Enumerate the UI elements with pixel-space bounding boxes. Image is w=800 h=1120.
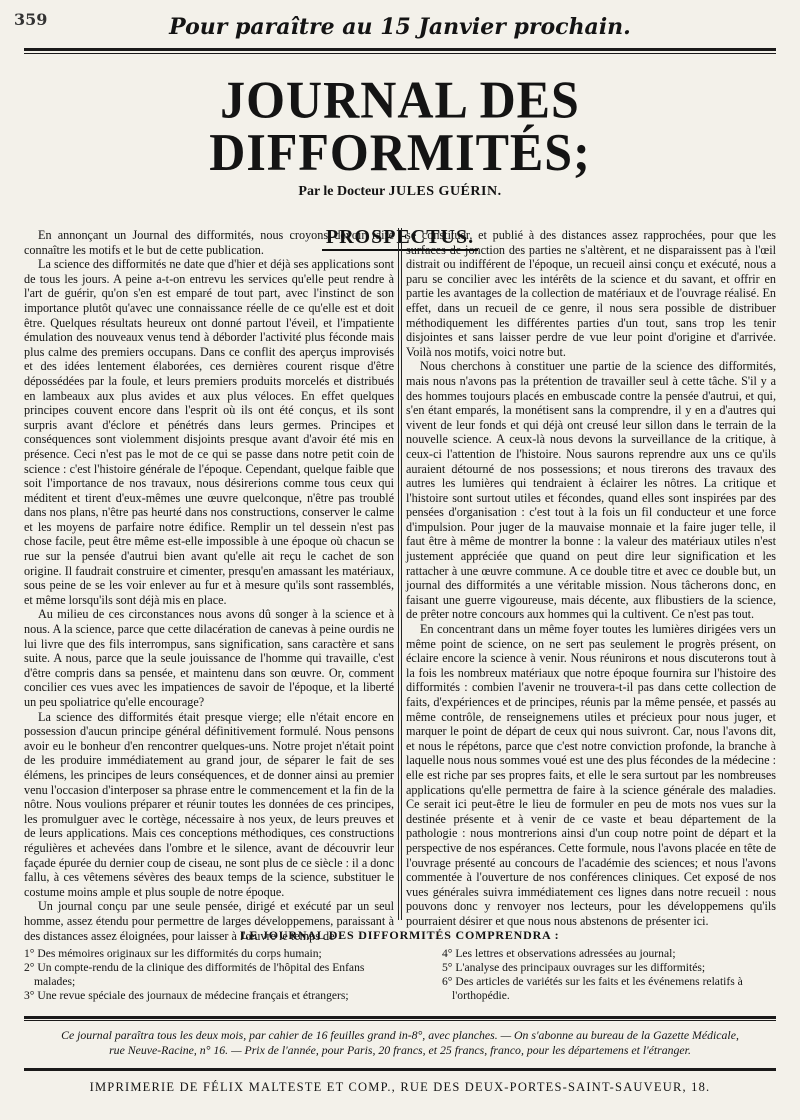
contents-title: LE JOURNAL DES DIFFORMITÉS COMPRENDRA : [240,928,560,942]
contents-item: 6° Des articles de variétés sur les faits et les événemens relatifs à l'orthopédie. [442,975,743,1002]
contents-rule-thin [24,1020,776,1021]
subscription-line-2: rue Neuve-Racine, n° 16. — Prix de l'année, pour Paris, 20 francs, et 25 francs, franco, pour les départemens et l'étranger. [109,1043,691,1057]
contents-item: 5° L'analyse des principaux ouvrages sur les difformités; [442,961,706,974]
right-column [406,228,776,928]
header-rule [24,48,776,51]
byline-prefix: Par le Docteur [298,184,385,199]
announcement-line: Pour paraître au 15 Janvier prochain. [169,14,631,40]
left-column [24,228,394,943]
page-number: 359 [14,10,48,29]
footer-rule [24,1068,776,1071]
contents-right [400,947,776,1003]
contents-box [24,928,776,1022]
contents-item: 4° Les lettres et observations adressées au journal; [442,947,676,960]
contents-left [24,947,400,1003]
paragraph: Un journal conçu par une seule pensée, dirigé et exécuté par un seul homme, assez étendu pour permettre de larges développemens, paraissant à des distances assez éloignées, pour laisser à l'œuvre le temps de [24,899,394,943]
paragraph: Au milieu de ces circonstances nous avons dû songer à la science et à nous. A la science, parce que cette dilacération de canevas à peine ourdis ne lui livre que des fils interrompus, sans signification, sans caractère et sans suite. A nous, parce que la seule jouissance de l'homme qui travaille, c'est d'être compris dans sa pensée, et maintenu dans son œuvre. Or, comment concilier ces vues avec les impatiences de savoir de l'époque, et la liberté un peu spoliatrice qu'elle encourage? [24,607,394,709]
header-rule-thin [24,53,776,54]
section-heading-text: PROSPECTUS. [322,226,478,251]
contents-item: 2° Un compte-rendu de la clinique des difformités de l'hôpital des Enfans malades; [24,961,365,988]
subscription-notice [24,1028,776,1058]
paragraph: La science des difformités était presque vierge; elle n'était encore en possession d'aucun principe général définitivement formulé. Nous pensons avoir eu le bonheur d'en rencontrer quelques-uns. Notre projet n'était point de les produire immédiatement au grand jour, de séparer le fait de ses élémens, les principes de leurs conséquences, et de donner ainsi au premier venu l'occasion d'interposer sa phrase entre le commencement et la fin de la nôtre. Nous voulions préparer et réunir toutes les données de ces principes, les promulguer avec le cortège, nécessaire à nos yeux, de leurs preuves et de leurs applications. Mais ces conceptions méthodiques, ces constructions régulières et achevées dans l'ombre et le silence, avant de découvrir leur façade épurée du dernier coup de ciseau, ne sont plus de ce siècle : il a donc fallu, à ces vêtemens sévères des beaux temps de la science, substituer le costume moins ample et plus souple de notre époque. [24,709,394,899]
paragraph: En annonçant un Journal des difformités, nous croyons devoir faire connaître les motifs et le but de cette publication. [24,228,394,257]
byline [24,184,776,200]
paragraph: En concentrant dans un même foyer toutes les lumières dirigées vers un même point de science, on ne sert pas seulement le progrès présent, on éclaire encore la science à venir. Nous réunirons et nous discuterons tout à la fois les nombreux matériaux que notre époque fournira sur l'histoire des difformités : combien l'avenir ne trouvera-t-il pas dans cette collection de faits, d'expériences et de principes, réunis par la même pensée, et passés au même contrôle, de renseignemens utiles et précieux pour nous juger, et marquer le point de départ de ceux qui nous suivront. Car, nous l'avons dit, et nous le répétons, parce que c'est notre conviction profonde, la branche à laquelle nous nous sommes voué est une des plus fécondes de la médecine : elle est riche par ses propres faits, et elle le sera surtout par les nombreuses applications qu'elle permettra de faire à la science générale des maladies. Ce serait ici peut-être le lieu de formuler en peu de mots nos vues sur la destinée présente et à venir de ce vaste et beau département de la pathologie : nous montrerions ainsi d'un coup notre point de départ et la perspective de nos espérances. Cette formule, nous l'avons placée en tête de l'ouvrage présenté au concours de l'académie des sciences; et nous l'avons commentée à l'ouverture de nos conférences cliniques. Cet exposé de nos vues générales suivra immédiatement ces lignes dans notre recueil : nous pouvons donc y renvoyer nos lecteurs, pour les développemens qu'ils pourraient désirer et que nous nous abstenons de présenter ici. [406,622,776,928]
printer-imprint: IMPRIMERIE DE FÉLIX MALTESTE ET COMP., RUE DES DEUX-PORTES-SAINT-SAUVEUR, 18. [89,1080,711,1094]
byline-author: JULES GUÉRIN. [388,184,502,199]
paragraph: Nous cherchons à constituer une partie de la science des difformités, mais nous n'avons pas la prétention de travailler seul à cette tâche. S'il y a des hommes toujours placés en embuscade contre la pensée d'autrui, et qui, s'en étant emparés, la monétisent sans la comprendre, il y en a d'autres qui vivent de leur fonds et qui déjà ont creusé leur sillon dans le terrain de la nouvelle science. A ceux-là nous devons la surveillance de la critique, à ceux-ci l'attention de l'histoire. Nous saurons reprendre aux uns ce qu'ils auraient détourné de nos possessions; et nous tirerons des travaux des autres les lumières qui tendraient à éclairer les nôtres. La critique et l'histoire sont surtout utiles et fécondes, quand elles sont inspirées par des pensées d'organisation : c'est tout à la fois un fil conducteur et une force d'impulsion. Pour juger de la mauvaise monnaie et la faire juger telle, il faut être à même de montrer la bonne : la valeur des matériaux utiles n'est justement appréciée que quand on peut dire leur signification et les rattacher à une œuvre commune. A ce double titre et avec ce double but, un journal des difformités a une véritable mission. Nous tâcherons donc, en faisant une guerre vigoureuse, mais décente, aux flibustiers de la science, de prêter notre concours aux hommes qui la cultivent. Ce n'est pas tout. [406,359,776,622]
contents-item: 3° Une revue spéciale des journaux de médecine français et étrangers; [24,989,349,1002]
column-divider [394,228,406,920]
paragraph: La science des difformités ne date que d'hier et déjà ses applications sont de tous les jours. A peine a-t-on entrevu les services qu'elle peut rendre à l'art de guérir, qu'on s'en est emparé de tout part, avec l'instinct de son importance plutôt qu'avec une connaissance réelle de ce qu'elle est et doit être. Quelques résultats heureux ont donné partout l'éveil, et l'impatiente émulation des nouveaux venus tend à déborder l'activité plus féconde mais plus calme des premiers occupans. Dans ce conflit des aperçus improvisés et des idées lentement élaborées, ces dernières courent risque d'être dépossédées par la foule, et leurs premiers produits morcelés et distribués en lambeaux aux plus avides et aux plus véloces. En effet quelques principes couvent encore dans l'esprit où ils ont été conçus, et ils sont surpris avant d'éclore et pénétrés dans leurs germes. Principes et conséquences sont violemment disjoints presque avant d'avoir été mis en présence. Ceci n'est pas le mot de ce qui se passe dans notre petit coin de science : c'est l'histoire générale de l'époque. Cependant, quelque faible que soit l'importance de nos travaux, nous désirerions comme tous ceux qui méditent et tirent d'eux-mêmes une œuvre quelconque, n'être pas troublé dans nos plans, n'être pas heurté dans nos constructions, conserver le calme et les moyens de parfaire notre édifice. Remplir un tel dessein n'est pas chose facile, peut être même est-elle impossible à une époque où chacun se rue sur la pensée d'autrui bien avant qu'elle ait reçu le cachet de son origine. Il faudrait construire et cimenter, presqu'en amassant les matériaux, sous peine de se les voir enlever au fur et à mesure qu'ils sont rassemblés, et même lorsqu'ils sont déjà mis en place. [24,257,394,607]
paragraph: se constituer, et publié à des distances assez rapprochées, pour que les surfaces de jonction des parties ne s'altèrent, et ne disparaissent pas à l'œil distrait ou indifférent de l'époque, un recueil ainsi conçu et exécuté, nous a paru se concilier avec les intérêts de la science et du savant, et offrir en partie les avantages de la collection de matériaux et de l'ouvrage réalisé. En effet, dans un recueil de ce genre, il nous sera possible de distribuer méthodiquement les différentes parties d'un tout, sans trop les tenir disjointes et sans laisser perdre de vue leur point d'origine et d'arrivée. Voilà nos motifs, voici notre but. [406,228,776,359]
contents-columns [24,947,776,1003]
journal-title: JOURNAL DES DIFFORMITÉS; [209,70,591,182]
contents-rule [24,1016,776,1019]
subscription-line-1: Ce journal paraîtra tous les deux mois, par cahier de 16 feuilles grand in-8°, avec planches. — On s'abonne au bureau de la Gazette Médicale, [61,1028,739,1042]
contents-item: 1° Des mémoires originaux sur les difformités du corps humain; [24,947,322,960]
